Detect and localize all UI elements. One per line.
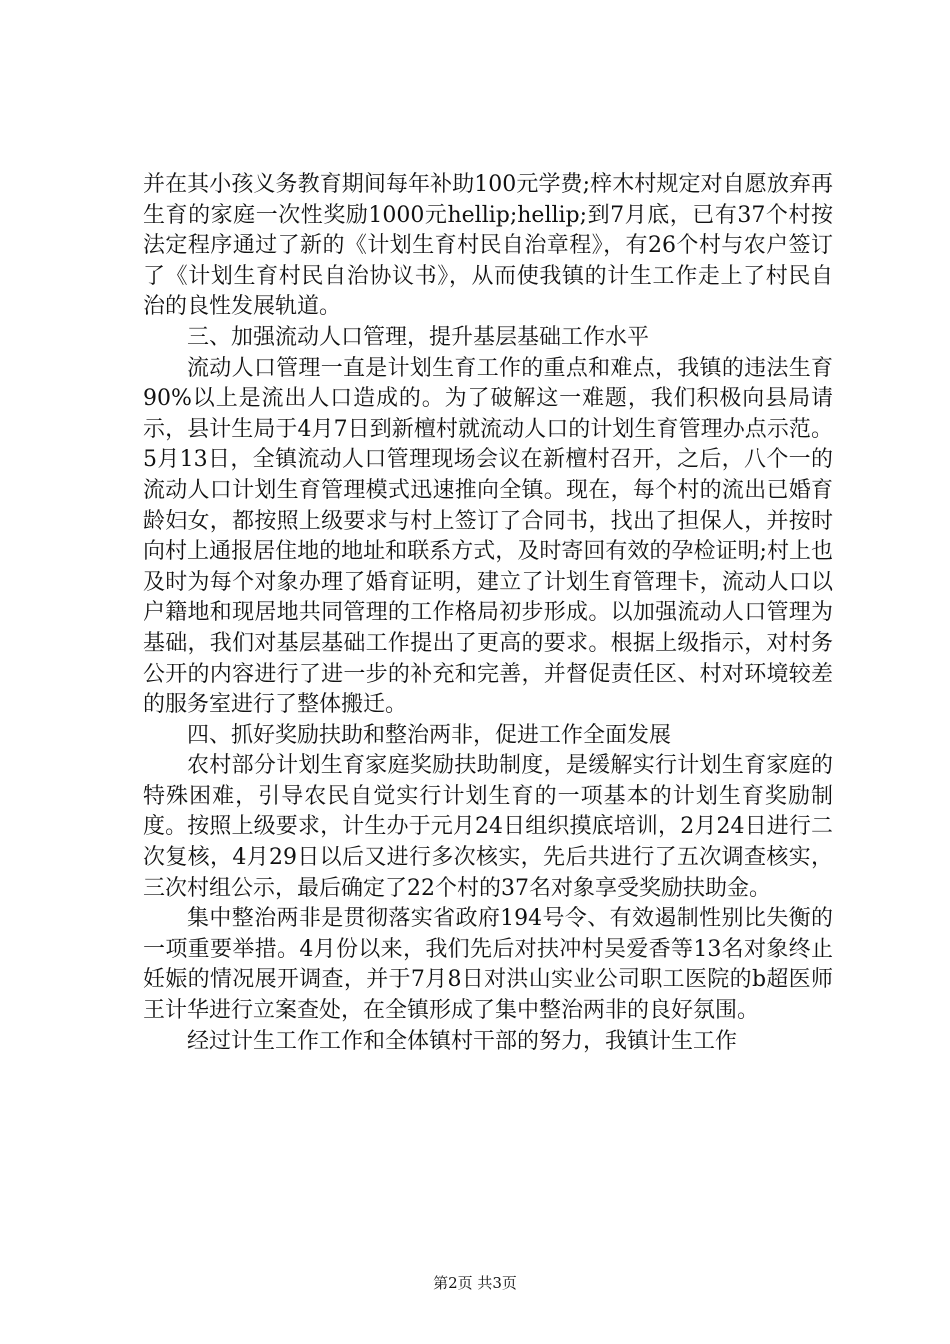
paragraph-reward-assistance: 农村部分计划生育家庭奖励扶助制度，是缓解实行计划生育家庭的特殊困难，引导农民自觉实行计划生育的一项基本的计划生育奖励制度。按照上级要求，计生办于元月24日组织摸底培训，2月24日进行二次复核，4月29日以后又进行多次核实，先后共进行了五次调查核实，三次村组公示，最后确定了22个村的37名对象享受奖励扶助金。: [143, 753, 833, 901]
paragraph-closing: 经过计生工作工作和全体镇村干部的努力，我镇计生工作: [187, 1028, 738, 1054]
section-heading-4: 四、抓好奖励扶助和整治两非，促进工作全面发展: [187, 722, 672, 748]
section-heading-3: 三、加强流动人口管理，提升基层基础工作水平: [187, 324, 650, 350]
paragraph-continuation: 并在其小孩义务教育期间每年补助100元学费;梓木村规定对自愿放弃再生育的家庭一次性奖励1000元hellip;hellip;到7月底，已有37个村按法定程序通过了新的《计划生育村民自治章程》，有26个村与农户签订了《计划生育村民自治协议书》，从而使我镇的计生工作走上了村民自治的良性发展轨道。: [143, 172, 833, 320]
paragraph-two-illegal-practices: 集中整治两非是贯彻落实省政府194号令、有效遏制性别比失衡的一项重要举措。4月份以来，我们先后对扶冲村吴爱香等13名对象终止妊娠的情况展开调查，并于7月8日对洪山实业公司职工医院的b超医师王计华进行立案查处，在全镇形成了集中整治两非的良好氛围。: [143, 906, 833, 1024]
page-number: 第2页 共3页: [433, 1274, 517, 1292]
paragraph-floating-population: 流动人口管理一直是计划生育工作的重点和难点，我镇的违法生育90%以上是流出人口造成的。为了破解这一难题，我们积极向县局请示，县计生局于4月7日到新檀村就流动人口的计划生育管理办点示范。5月13日，全镇流动人口管理现场会议在新檀村召开，之后，八个一的流动人口计划生育管理模式迅速推向全镇。现在，每个村的流出已婚育龄妇女，都按照上级要求与村上签订了合同书，找出了担保人，并按时向村上通报居住地的地址和联系方式，及时寄回有效的孕检证明;村上也及时为每个对象办理了婚育证明，建立了计划生育管理卡，流动人口以户籍地和现居地共同管理的工作格局初步形成。以加强流动人口管理为基础，我们对基层基础工作提出了更高的要求。根据上级指示，对村务公开的内容进行了进一步的补充和完善，并督促责任区、村对环境较差的服务室进行了整体搬迁。: [143, 355, 833, 718]
document-body: [143, 170, 833, 1057]
